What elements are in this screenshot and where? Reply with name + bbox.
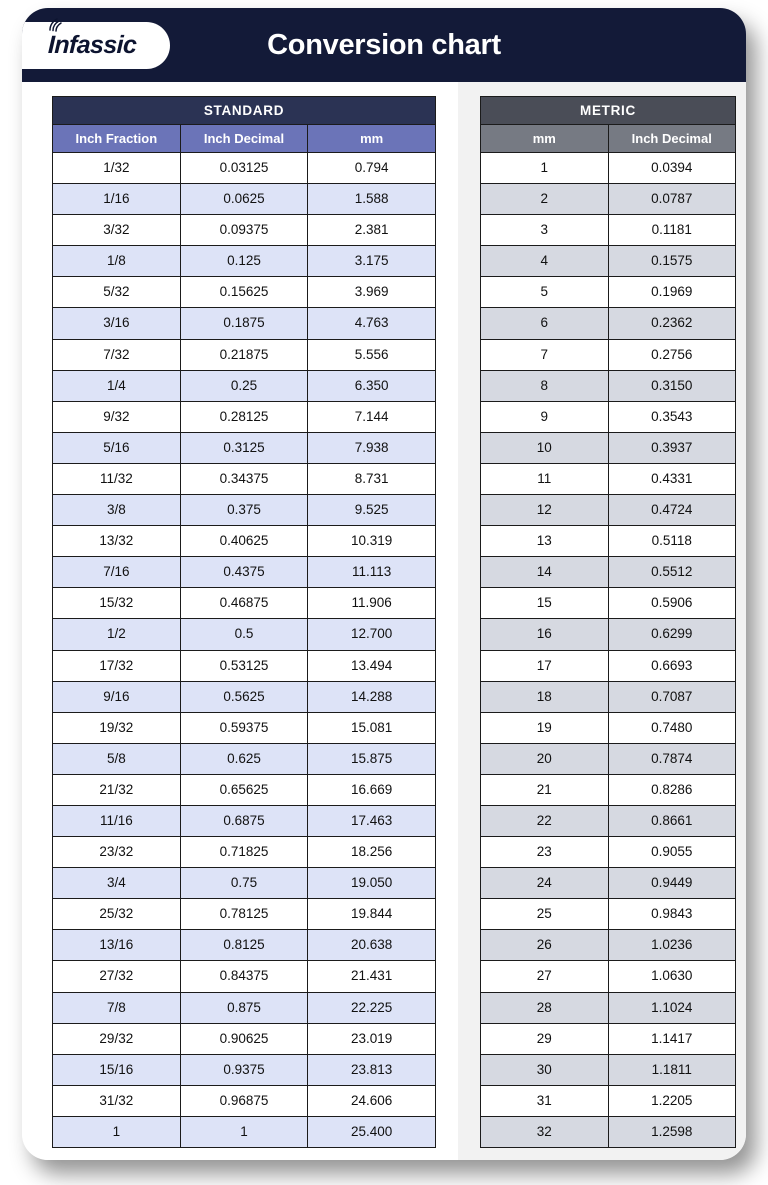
table-cell: 14.288 (308, 681, 436, 712)
table-row (53, 308, 436, 339)
table-cell: 3/8 (53, 495, 181, 526)
table-cell: 0.625 (180, 743, 308, 774)
table-cell: 25/32 (53, 899, 181, 930)
standard-title-row (53, 97, 436, 125)
table-cell: 0.3125 (180, 432, 308, 463)
conversion-chart-card (22, 8, 746, 1160)
table-cell: 21/32 (53, 774, 181, 805)
page-header (22, 8, 746, 82)
table-cell: 23.019 (308, 1023, 436, 1054)
standard-table (52, 96, 436, 1148)
table-cell: 30 (481, 1054, 609, 1085)
table-cell: 3/32 (53, 215, 181, 246)
table-cell: 0.0625 (180, 184, 308, 215)
table-cell: 17/32 (53, 650, 181, 681)
table-row (481, 805, 736, 836)
table-row (481, 246, 736, 277)
signal-wave-icon (48, 18, 66, 32)
table-cell: 14 (481, 557, 609, 588)
table-cell: 13.494 (308, 650, 436, 681)
standard-panel (22, 82, 458, 1160)
table-cell: 26 (481, 930, 609, 961)
table-cell: 0.8125 (180, 930, 308, 961)
table-cell: 6.350 (308, 370, 436, 401)
table-cell: 5 (481, 277, 609, 308)
table-row (53, 1085, 436, 1116)
table-cell: 0.9449 (608, 868, 736, 899)
table-row (481, 650, 736, 681)
column-header-inch-decimal: Inch Decimal (608, 125, 736, 153)
table-cell: 11/16 (53, 805, 181, 836)
table-row (481, 743, 736, 774)
table-row (481, 308, 736, 339)
table-row (481, 370, 736, 401)
table-cell: 0.4331 (608, 463, 736, 494)
table-cell: 11.113 (308, 557, 436, 588)
table-cell: 0.6299 (608, 619, 736, 650)
table-cell: 0.15625 (180, 277, 308, 308)
metric-panel (458, 82, 746, 1160)
table-cell: 3/16 (53, 308, 181, 339)
table-row (481, 1116, 736, 1147)
table-row (481, 899, 736, 930)
standard-table-body (53, 153, 436, 1148)
table-cell: 19.050 (308, 868, 436, 899)
table-cell: 15.081 (308, 712, 436, 743)
table-cell: 0.09375 (180, 215, 308, 246)
table-cell: 11 (481, 463, 609, 494)
table-cell: 1.2598 (608, 1116, 736, 1147)
table-cell: 7 (481, 339, 609, 370)
table-cell: 0.7874 (608, 743, 736, 774)
table-cell: 7/16 (53, 557, 181, 588)
table-cell: 6 (481, 308, 609, 339)
table-cell: 19.844 (308, 899, 436, 930)
standard-header-row (53, 125, 436, 153)
table-row (53, 1054, 436, 1085)
table-row (53, 246, 436, 277)
table-row (481, 153, 736, 184)
table-row (53, 743, 436, 774)
table-cell: 13/16 (53, 930, 181, 961)
table-row (53, 277, 436, 308)
table-cell: 0.5 (180, 619, 308, 650)
column-header-mm: mm (308, 125, 436, 153)
table-row (481, 184, 736, 215)
table-row (53, 930, 436, 961)
column-header-inch-decimal: Inch Decimal (180, 125, 308, 153)
table-cell: 0.2362 (608, 308, 736, 339)
table-cell: 0.125 (180, 246, 308, 277)
table-cell: 19 (481, 712, 609, 743)
table-row (481, 961, 736, 992)
table-cell: 32 (481, 1116, 609, 1147)
table-cell: 31/32 (53, 1085, 181, 1116)
table-cell: 0.3937 (608, 432, 736, 463)
table-cell: 5/8 (53, 743, 181, 774)
table-cell: 0.1181 (608, 215, 736, 246)
table-row (53, 961, 436, 992)
table-cell: 0.1969 (608, 277, 736, 308)
table-cell: 21 (481, 774, 609, 805)
table-cell: 15.875 (308, 743, 436, 774)
table-cell: 23.813 (308, 1054, 436, 1085)
table-cell: 25 (481, 899, 609, 930)
table-row (481, 930, 736, 961)
table-cell: 0.6693 (608, 650, 736, 681)
table-cell: 5/32 (53, 277, 181, 308)
table-row (53, 432, 436, 463)
table-cell: 1/4 (53, 370, 181, 401)
table-cell: 0.03125 (180, 153, 308, 184)
table-cell: 16.669 (308, 774, 436, 805)
table-cell: 0.71825 (180, 837, 308, 868)
table-row (481, 992, 736, 1023)
table-cell: 3/4 (53, 868, 181, 899)
table-cell: 1.1417 (608, 1023, 736, 1054)
table-cell: 0.8661 (608, 805, 736, 836)
table-cell: 0.9375 (180, 1054, 308, 1085)
table-cell: 1/32 (53, 153, 181, 184)
table-cell: 10 (481, 432, 609, 463)
table-cell: 1 (180, 1116, 308, 1147)
table-cell: 0.8286 (608, 774, 736, 805)
brand-name: Infassic (47, 31, 137, 59)
table-row (53, 215, 436, 246)
table-cell: 9 (481, 401, 609, 432)
table-cell: 4.763 (308, 308, 436, 339)
table-cell: 20.638 (308, 930, 436, 961)
table-cell: 0.46875 (180, 588, 308, 619)
table-cell: 0.7480 (608, 712, 736, 743)
table-cell: 1.1811 (608, 1054, 736, 1085)
table-cell: 20 (481, 743, 609, 774)
table-cell: 0.2756 (608, 339, 736, 370)
table-cell: 1.1024 (608, 992, 736, 1023)
table-cell: 1/8 (53, 246, 181, 277)
table-cell: 10.319 (308, 526, 436, 557)
table-cell: 0.96875 (180, 1085, 308, 1116)
metric-table (480, 96, 736, 1148)
table-row (53, 1023, 436, 1054)
table-row (481, 432, 736, 463)
table-cell: 12.700 (308, 619, 436, 650)
table-cell: 0.794 (308, 153, 436, 184)
column-header-inch-fraction: Inch Fraction (53, 125, 181, 153)
table-cell: 17.463 (308, 805, 436, 836)
table-row (481, 495, 736, 526)
table-cell: 0.53125 (180, 650, 308, 681)
table-cell: 0.90625 (180, 1023, 308, 1054)
table-row (481, 868, 736, 899)
table-row (53, 837, 436, 868)
table-row (481, 277, 736, 308)
table-row (53, 184, 436, 215)
table-cell: 0.9843 (608, 899, 736, 930)
table-row (53, 557, 436, 588)
table-row (53, 650, 436, 681)
table-cell: 15 (481, 588, 609, 619)
table-cell: 29/32 (53, 1023, 181, 1054)
table-cell: 15/32 (53, 588, 181, 619)
table-cell: 9/32 (53, 401, 181, 432)
table-row (481, 401, 736, 432)
table-row (53, 153, 436, 184)
table-row (481, 339, 736, 370)
table-cell: 13 (481, 526, 609, 557)
table-cell: 1.2205 (608, 1085, 736, 1116)
table-cell: 22 (481, 805, 609, 836)
table-cell: 0.34375 (180, 463, 308, 494)
table-row (53, 774, 436, 805)
metric-table-body (481, 153, 736, 1148)
table-cell: 0.9055 (608, 837, 736, 868)
standard-table-title: STANDARD (53, 97, 436, 125)
table-cell: 1.0236 (608, 930, 736, 961)
tables-container (22, 82, 746, 1160)
table-row (53, 681, 436, 712)
table-cell: 21.431 (308, 961, 436, 992)
table-row (481, 463, 736, 494)
table-row (481, 837, 736, 868)
table-row (481, 1054, 736, 1085)
table-cell: 2.381 (308, 215, 436, 246)
table-cell: 0.1575 (608, 246, 736, 277)
table-row (53, 526, 436, 557)
table-cell: 19/32 (53, 712, 181, 743)
table-cell: 7/32 (53, 339, 181, 370)
table-cell: 13/32 (53, 526, 181, 557)
table-cell: 1 (481, 153, 609, 184)
table-row (53, 370, 436, 401)
table-cell: 0.40625 (180, 526, 308, 557)
table-row (53, 495, 436, 526)
table-cell: 22.225 (308, 992, 436, 1023)
table-row (53, 401, 436, 432)
table-cell: 16 (481, 619, 609, 650)
metric-title-row (481, 97, 736, 125)
table-row (481, 619, 736, 650)
table-cell: 27/32 (53, 961, 181, 992)
table-cell: 3.969 (308, 277, 436, 308)
table-row (481, 215, 736, 246)
table-cell: 24.606 (308, 1085, 436, 1116)
table-row (481, 526, 736, 557)
table-cell: 1.588 (308, 184, 436, 215)
table-cell: 11.906 (308, 588, 436, 619)
table-cell: 31 (481, 1085, 609, 1116)
table-cell: 0.1875 (180, 308, 308, 339)
table-row (53, 588, 436, 619)
table-cell: 28 (481, 992, 609, 1023)
table-cell: 7.144 (308, 401, 436, 432)
table-cell: 29 (481, 1023, 609, 1054)
table-cell: 18.256 (308, 837, 436, 868)
table-cell: 27 (481, 961, 609, 992)
table-cell: 7.938 (308, 432, 436, 463)
table-cell: 0.4375 (180, 557, 308, 588)
table-cell: 4 (481, 246, 609, 277)
brand-logo (22, 22, 170, 69)
table-cell: 1.0630 (608, 961, 736, 992)
table-cell: 0.5906 (608, 588, 736, 619)
table-cell: 11/32 (53, 463, 181, 494)
table-cell: 0.4724 (608, 495, 736, 526)
table-row (481, 557, 736, 588)
table-row (481, 588, 736, 619)
table-row (53, 1116, 436, 1147)
table-cell: 9/16 (53, 681, 181, 712)
table-cell: 24 (481, 868, 609, 899)
table-row (53, 868, 436, 899)
table-row (481, 681, 736, 712)
table-row (53, 899, 436, 930)
table-cell: 8.731 (308, 463, 436, 494)
table-cell: 23 (481, 837, 609, 868)
table-cell: 5.556 (308, 339, 436, 370)
table-row (53, 339, 436, 370)
table-row (53, 805, 436, 836)
table-cell: 7/8 (53, 992, 181, 1023)
table-cell: 0.375 (180, 495, 308, 526)
table-cell: 0.5118 (608, 526, 736, 557)
table-cell: 0.5625 (180, 681, 308, 712)
table-cell: 0.0787 (608, 184, 736, 215)
table-cell: 1 (53, 1116, 181, 1147)
table-cell: 0.7087 (608, 681, 736, 712)
table-cell: 0.78125 (180, 899, 308, 930)
table-cell: 0.5512 (608, 557, 736, 588)
table-row (53, 619, 436, 650)
table-cell: 15/16 (53, 1054, 181, 1085)
table-cell: 0.84375 (180, 961, 308, 992)
table-cell: 0.875 (180, 992, 308, 1023)
table-cell: 0.65625 (180, 774, 308, 805)
table-cell: 23/32 (53, 837, 181, 868)
table-cell: 8 (481, 370, 609, 401)
table-cell: 1/2 (53, 619, 181, 650)
page-title: Conversion chart (267, 28, 501, 61)
table-row (53, 992, 436, 1023)
metric-header-row (481, 125, 736, 153)
table-cell: 2 (481, 184, 609, 215)
table-row (481, 1023, 736, 1054)
table-cell: 0.21875 (180, 339, 308, 370)
table-cell: 25.400 (308, 1116, 436, 1147)
table-cell: 0.3150 (608, 370, 736, 401)
table-cell: 0.75 (180, 868, 308, 899)
table-row (53, 712, 436, 743)
table-row (53, 463, 436, 494)
table-row (481, 712, 736, 743)
table-cell: 0.3543 (608, 401, 736, 432)
table-cell: 12 (481, 495, 609, 526)
table-cell: 18 (481, 681, 609, 712)
table-cell: 0.6875 (180, 805, 308, 836)
table-cell: 0.0394 (608, 153, 736, 184)
table-cell: 0.59375 (180, 712, 308, 743)
table-cell: 17 (481, 650, 609, 681)
table-cell: 9.525 (308, 495, 436, 526)
table-cell: 0.25 (180, 370, 308, 401)
table-row (481, 774, 736, 805)
column-header-mm: mm (481, 125, 609, 153)
table-cell: 1/16 (53, 184, 181, 215)
metric-table-title: METRIC (481, 97, 736, 125)
table-cell: 0.28125 (180, 401, 308, 432)
table-cell: 3 (481, 215, 609, 246)
table-row (481, 1085, 736, 1116)
table-cell: 3.175 (308, 246, 436, 277)
table-cell: 5/16 (53, 432, 181, 463)
